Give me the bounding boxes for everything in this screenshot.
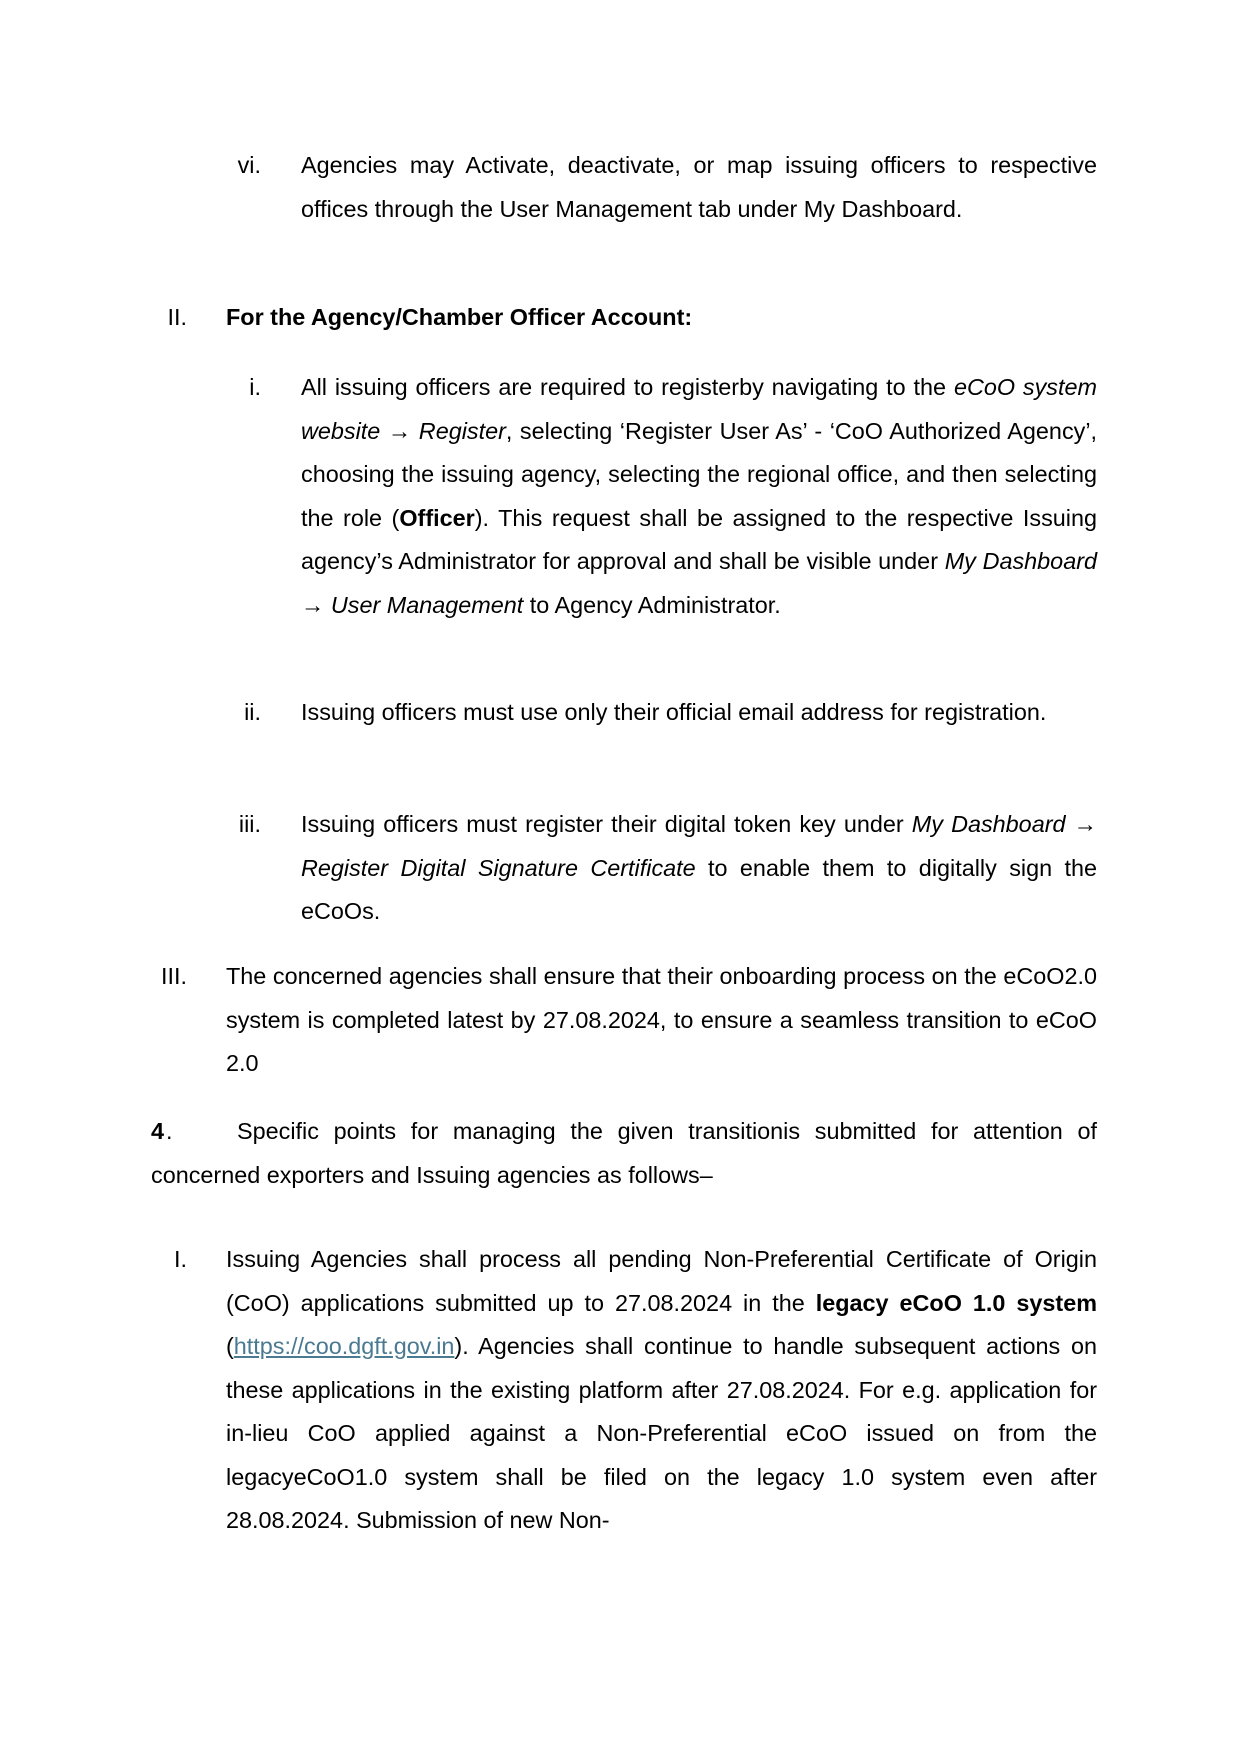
list-number: I. <box>174 1246 187 1272</box>
list-item-text: Agencies may Activate, deactivate, or map issuing officers to respective offices through the User Management tab under My Dashboard. <box>301 152 1097 222</box>
list-number: vi. <box>237 152 261 178</box>
section-heading: For the Agency/Chamber Officer Account: <box>226 304 693 330</box>
arrow-right-icon: → <box>1073 811 1097 837</box>
numbered-paragraph: 4 . Specific points for managing the given transitionis submitted for attention of concerned exporters and Issuing agencies as follows– <box>151 1110 1097 1197</box>
list-item-text: Issuing officers must use only their official email address for registration. <box>301 699 1047 725</box>
section-number: II. <box>167 304 187 330</box>
legacy-system-link[interactable]: https://coo.dgft.gov.in <box>233 1333 455 1359</box>
list-item-text: Issuing Agencies shall process all pending Non-Preferential Certificate of Origin (CoO) applications submitted up to 27.08.2024 in the legacy eCoO 1.0 system (https://coo.dgft.gov.in). Agencies shall continue to handle subsequent actions on these applications in the existing platform after 27.08.2024. For e.g. application for in-lieu CoO applied against a Non-Preferential eCoO issued on from the legacyeCoO1.0 system shall be filed on the legacy 1.0 system even after 28.08.2024. Submission of new Non- <box>226 1246 1098 1533</box>
arrow-right-icon: → <box>387 417 412 444</box>
list-number: iii. <box>238 811 261 837</box>
list-number: ii. <box>244 699 261 725</box>
list-item-text: All issuing officers are required to registerby navigating to the eCoO system website → Register, selecting ‘Register User As’ - ‘CoO Authorized Agency’, choosing the issuing agency, selecting the regional office, and then selecting the role (Officer). This request shall be assigned to the respective Issuing agency’s Administrator for approval and shall be visible under My Dashboard → User Management to Agency Administrator. <box>301 374 1098 618</box>
paragraph-number: 4 <box>151 1118 165 1144</box>
arrow-right-icon: → <box>301 591 325 618</box>
list-item-text: Issuing officers must register their digital token key under My Dashboard → Register Digital Signature Certificate to enable them to digitally sign the eCoOs. <box>301 811 1097 924</box>
section-text: The concerned agencies shall ensure that their onboarding process on the eCoO2.0 system is completed latest by 27.08.2024, to ensure a seamless transition to eCoO 2.0 <box>226 963 1097 1076</box>
section-number: III. <box>161 963 187 989</box>
list-number: i. <box>249 374 261 400</box>
